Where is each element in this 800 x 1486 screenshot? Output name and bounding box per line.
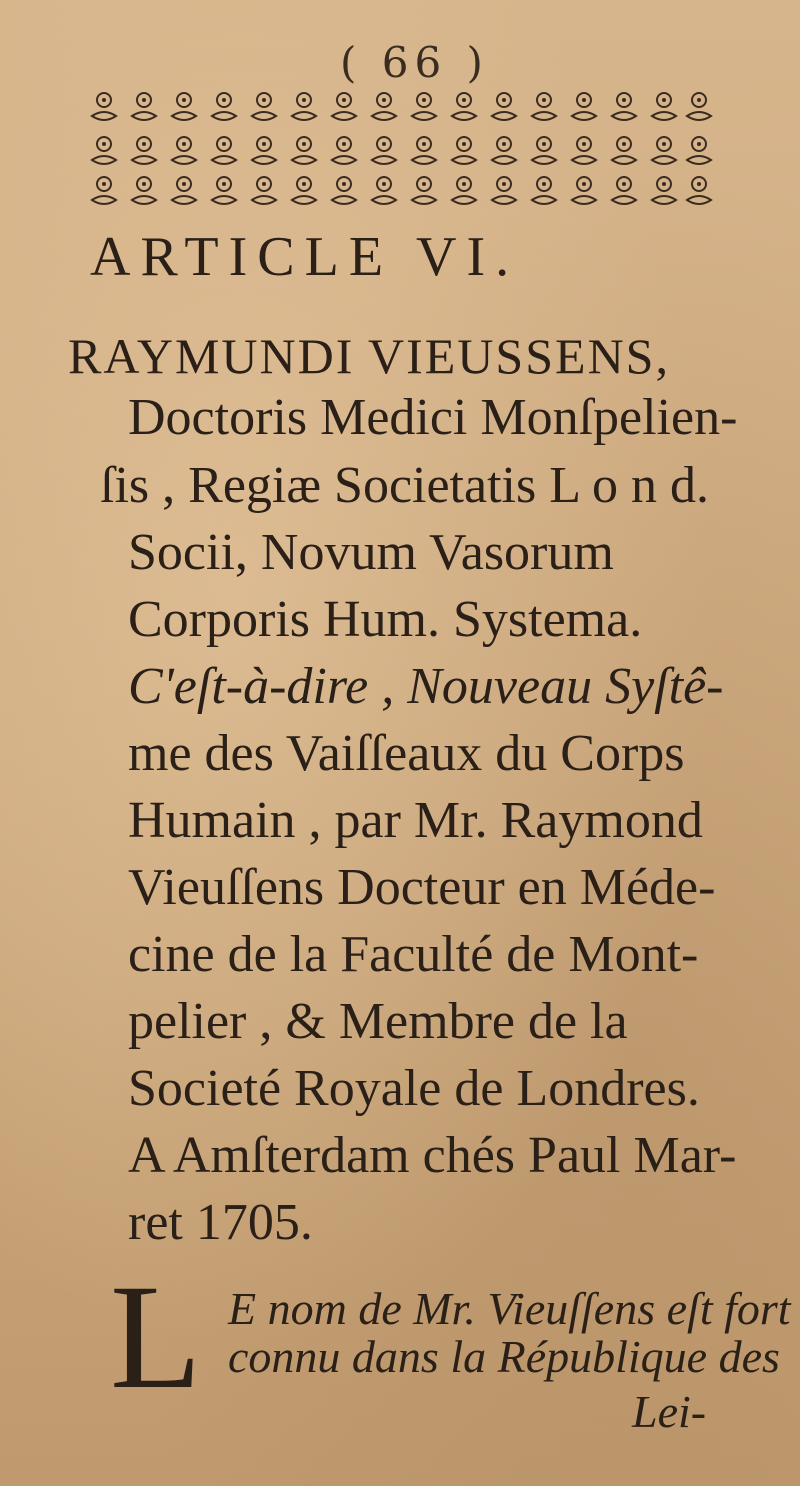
entry-line: Vieuſſens Docteur en Méde- [128, 859, 716, 916]
entry-line: cine de la Faculté de Mont- [128, 926, 699, 983]
entry-line: Societé Royale de Londres. [128, 1060, 700, 1117]
entry-line: Corporis Hum. Systema. [128, 591, 643, 648]
article-heading: ARTICLE VI. [90, 226, 520, 288]
entry-line: ſis , Regiæ Societatis L o n d. [100, 457, 710, 514]
author-name: RAYMUNDI VIEUSSENS, [68, 328, 670, 384]
entry-line: ret 1705. [128, 1194, 313, 1251]
entry-line: Socii, Novum Vasorum [128, 524, 614, 581]
catchword: Lei- [632, 1386, 707, 1437]
entry-line: A Amſterdam chés Paul Mar- [128, 1127, 737, 1184]
decorative-ornament-band [80, 82, 720, 212]
entry-line: C'eſt-à-dire , Nouveau Syſtê- [128, 658, 724, 715]
page-number: ( 66 ) [340, 38, 489, 87]
entry-line: Humain , par Mr. Raymond [128, 792, 703, 849]
entry-line: pelier , & Membre de la [128, 993, 628, 1050]
drop-cap: L [110, 1254, 202, 1420]
paragraph-line: E nom de Mr. Vieuſſens eſt fort [228, 1283, 791, 1334]
entry-line: Doctoris Medici Monſpelien- [128, 389, 738, 446]
entry-line: me des Vaiſſeaux du Corps [128, 725, 685, 782]
paragraph-line: connu dans la République des [228, 1331, 780, 1382]
